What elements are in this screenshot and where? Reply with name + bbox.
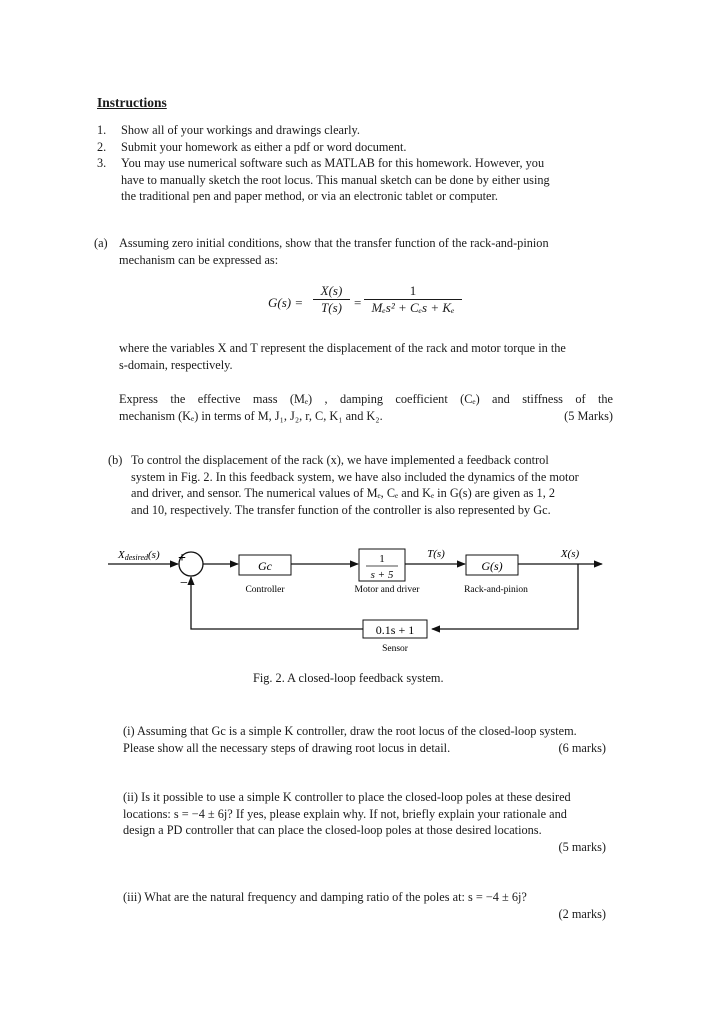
- question-iii: [123, 889, 606, 922]
- part-a-express-line: mechanism (Kₑ) in terms of M, J₁, J₂, r, C, K₁ and K₂.: [119, 408, 383, 423]
- torque-label: T(s): [427, 548, 445, 560]
- output-signal-label: X(s): [560, 548, 580, 560]
- part-a-express: [119, 391, 613, 424]
- question-iii-line: (iii) What are the natural frequency and damping ratio of the poles at: s = −4 ± 6j?: [123, 890, 527, 904]
- instructions-title: Instructions: [97, 95, 167, 110]
- input-signal-label: Xdesired(s): [118, 549, 160, 562]
- list-text: Submit your homework as either a pdf or word document.: [121, 139, 407, 154]
- question-ii: [123, 789, 606, 855]
- sensor-caption: Sensor: [382, 644, 408, 654]
- part-b-label: (b): [108, 453, 123, 467]
- question-ii-line: locations: s = −4 ± 6j? If yes, please explain why. If not, briefly explain your rationale and: [123, 806, 567, 821]
- equation-lhs: G(s) =: [268, 295, 304, 310]
- block-diagram: [0, 535, 724, 660]
- part-b-line: To control the displacement of the rack (x), we have implemented a feedback control: [131, 453, 549, 467]
- instructions-list: [97, 122, 617, 205]
- list-text: You may use numerical software such as MATLAB for this homework. However, you: [121, 156, 545, 170]
- fraction-plant: [364, 283, 462, 316]
- part-a-where-line: where the variables X and T represent the displacement of the rack and motor torque in the: [119, 341, 566, 355]
- motor-caption: Motor and driver: [354, 585, 420, 595]
- controller-label: Gc: [258, 559, 272, 573]
- part-b-text: [131, 452, 609, 518]
- question-i: [123, 723, 606, 756]
- plus-sign: +: [178, 551, 186, 566]
- transfer-function-equation: [268, 283, 468, 323]
- minus-sign: −: [180, 576, 188, 591]
- fraction-denominator: T(s): [313, 299, 350, 316]
- question-i-marks: (6 marks): [558, 740, 606, 755]
- part-a-express-line: Express the effective mass (Mₑ) , damping coefficient (Cₑ) and stiffness of the: [119, 392, 613, 406]
- part-a-intro: [119, 235, 615, 268]
- part-a-intro-line: mechanism can be expressed as:: [119, 252, 279, 267]
- list-text: Show all of your workings and drawings clearly.: [121, 123, 360, 137]
- list-number: 1.: [97, 123, 107, 137]
- figure-caption: Fig. 2. A closed-loop feedback system.: [253, 671, 444, 685]
- part-b-line: and driver, and sensor. The numerical values of Mₑ, Cₑ and Kₑ in G(s) are given as 1, 2: [131, 486, 555, 500]
- question-iii-marks: (2 marks): [558, 906, 606, 921]
- list-text-continued: [97, 172, 617, 189]
- part-b-line: and 10, respectively. The transfer function of the controller is also represented by Gc.: [131, 502, 551, 517]
- list-text: the traditional pen and paper method, or via an electronic tablet or computer.: [121, 189, 498, 203]
- fraction-numerator: 1: [409, 283, 417, 298]
- list-text-continued: [97, 188, 617, 205]
- plant-caption: Rack-and-pinion: [464, 585, 528, 595]
- plant-label: G(s): [481, 559, 503, 573]
- fraction-xs-over-ts: [313, 283, 350, 316]
- question-i-line: (i) Assuming that Gc is a simple K controller, draw the root locus of the closed-loop system.: [123, 724, 577, 738]
- motor-numerator: 1: [379, 553, 385, 565]
- part-a-where-line: s-domain, respectively.: [119, 357, 233, 372]
- list-text: have to manually sketch the root locus. This manual sketch can be done by either using: [121, 172, 550, 187]
- fraction-denominator: Mₑs² + Cₑs + Kₑ: [364, 299, 462, 316]
- part-a-intro-line: Assuming zero initial conditions, show that the transfer function of the rack-and-pinion: [119, 236, 549, 250]
- question-ii-marks: (5 marks): [558, 839, 606, 854]
- list-item: [97, 139, 617, 156]
- motor-denominator: s + 5: [370, 569, 394, 581]
- part-a-label: (a): [94, 236, 108, 250]
- list-item: [97, 155, 617, 172]
- controller-caption: Controller: [245, 585, 285, 595]
- list-number: 3.: [97, 156, 107, 170]
- list-number: 2.: [97, 139, 107, 154]
- fraction-numerator: X(s): [320, 283, 343, 298]
- question-ii-line: (ii) Is it possible to use a simple K controller to place the closed-loop poles at these desired: [123, 790, 571, 804]
- part-a-marks: (5 Marks): [564, 408, 613, 423]
- part-a-where: [119, 340, 619, 373]
- list-item: [97, 122, 617, 139]
- question-i-line: Please show all the necessary steps of drawing root locus in detail.: [123, 740, 451, 755]
- equation-equals: =: [354, 295, 362, 310]
- sensor-label: 0.1s + 1: [375, 623, 415, 637]
- part-b-line: system in Fig. 2. In this feedback system, we have also included the dynamics of the motor: [131, 469, 579, 484]
- question-ii-line: design a PD controller that can place the closed-loop poles at those desired locations.: [123, 823, 542, 837]
